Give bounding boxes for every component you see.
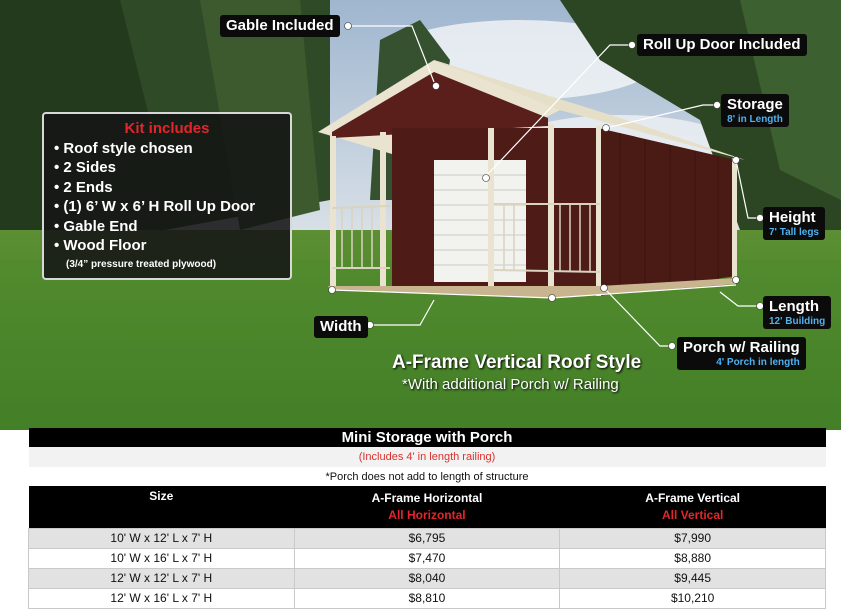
table-row <box>29 548 826 568</box>
porch-callout <box>677 337 806 370</box>
height-callout-label: Height <box>769 209 816 226</box>
storage-callout <box>721 94 789 127</box>
horizontal-column-header <box>294 486 560 528</box>
gable-callout-label: Gable Included <box>226 17 334 34</box>
horizontal-price-cell: $7,470 <box>294 548 560 568</box>
kit-title: Kit includes <box>124 120 210 137</box>
vertical-price-cell: $7,990 <box>560 528 826 548</box>
vertical-column-header <box>560 486 826 528</box>
table-title: Mini Storage with Porch <box>29 428 826 447</box>
size-cell: 10' W x 12' L x 7' H <box>29 528 295 548</box>
size-cell: 10' W x 16' L x 7' H <box>29 548 295 568</box>
width-callout <box>314 316 368 338</box>
height-callout-sub: 7' Tall legs <box>769 226 819 238</box>
kit-item: • Roof style chosen <box>54 140 193 157</box>
size-cell: 12' W x 12' L x 7' H <box>29 568 295 588</box>
size-header-label: Size <box>149 489 174 503</box>
kit-item: • 2 Ends <box>54 178 113 196</box>
kit-includes-panel <box>42 112 292 280</box>
length-callout-label: Length <box>769 298 819 315</box>
height-callout <box>763 207 825 240</box>
kit-item: • Wood Floor <box>54 237 147 255</box>
kit-item: • 2 Sides <box>54 159 116 177</box>
size-column-header <box>29 486 295 528</box>
kit-item: • Gable End <box>54 217 138 235</box>
kit-item: • (1) 6’ W x 6’ H Roll Up Door <box>54 198 256 216</box>
size-cell: 12' W x 16' L x 7' H <box>29 588 295 608</box>
storage-callout-label: Storage <box>727 96 783 113</box>
kit-list <box>54 139 280 255</box>
table-row <box>29 568 826 588</box>
storage-callout-sub: 8' in Length <box>727 113 783 125</box>
length-callout-sub: 12' Building <box>769 315 826 327</box>
roll-up-door-callout <box>637 34 807 56</box>
horizontal-price-cell: $8,810 <box>294 588 560 608</box>
roll-up-door-callout-label: Roll Up Door Included <box>643 36 801 53</box>
horizontal-price-cell: $6,795 <box>294 528 560 548</box>
length-callout <box>763 296 831 329</box>
table-row <box>29 588 826 608</box>
table-subtitle: (Includes 4' in length railing) <box>29 447 826 467</box>
table-row <box>29 528 826 548</box>
horizontal-header-label: A-Frame Horizontal <box>371 491 483 505</box>
porch-callout-sub: 4' Porch in length <box>716 356 800 368</box>
gable-callout <box>220 15 340 37</box>
horizontal-header-sub: All Horizontal <box>388 508 466 522</box>
table-note: *Porch does not add to length of structure <box>29 467 826 486</box>
width-callout-label: Width <box>320 318 362 335</box>
roof-style-subtitle: *With additional Porch w/ Railing <box>402 376 619 393</box>
kit-note: (3/4” pressure treated plywood) <box>66 259 217 271</box>
vertical-price-cell: $9,445 <box>560 568 826 588</box>
vertical-price-cell: $8,880 <box>560 548 826 568</box>
vertical-header-sub: All Vertical <box>661 508 724 522</box>
porch-callout-label: Porch w/ Railing <box>683 339 800 356</box>
vertical-price-cell: $10,210 <box>560 588 826 608</box>
vertical-header-label: A-Frame Vertical <box>645 491 741 505</box>
roof-style-title: A-Frame Vertical Roof Style <box>392 352 642 373</box>
price-table <box>28 428 826 609</box>
horizontal-price-cell: $8,040 <box>294 568 560 588</box>
